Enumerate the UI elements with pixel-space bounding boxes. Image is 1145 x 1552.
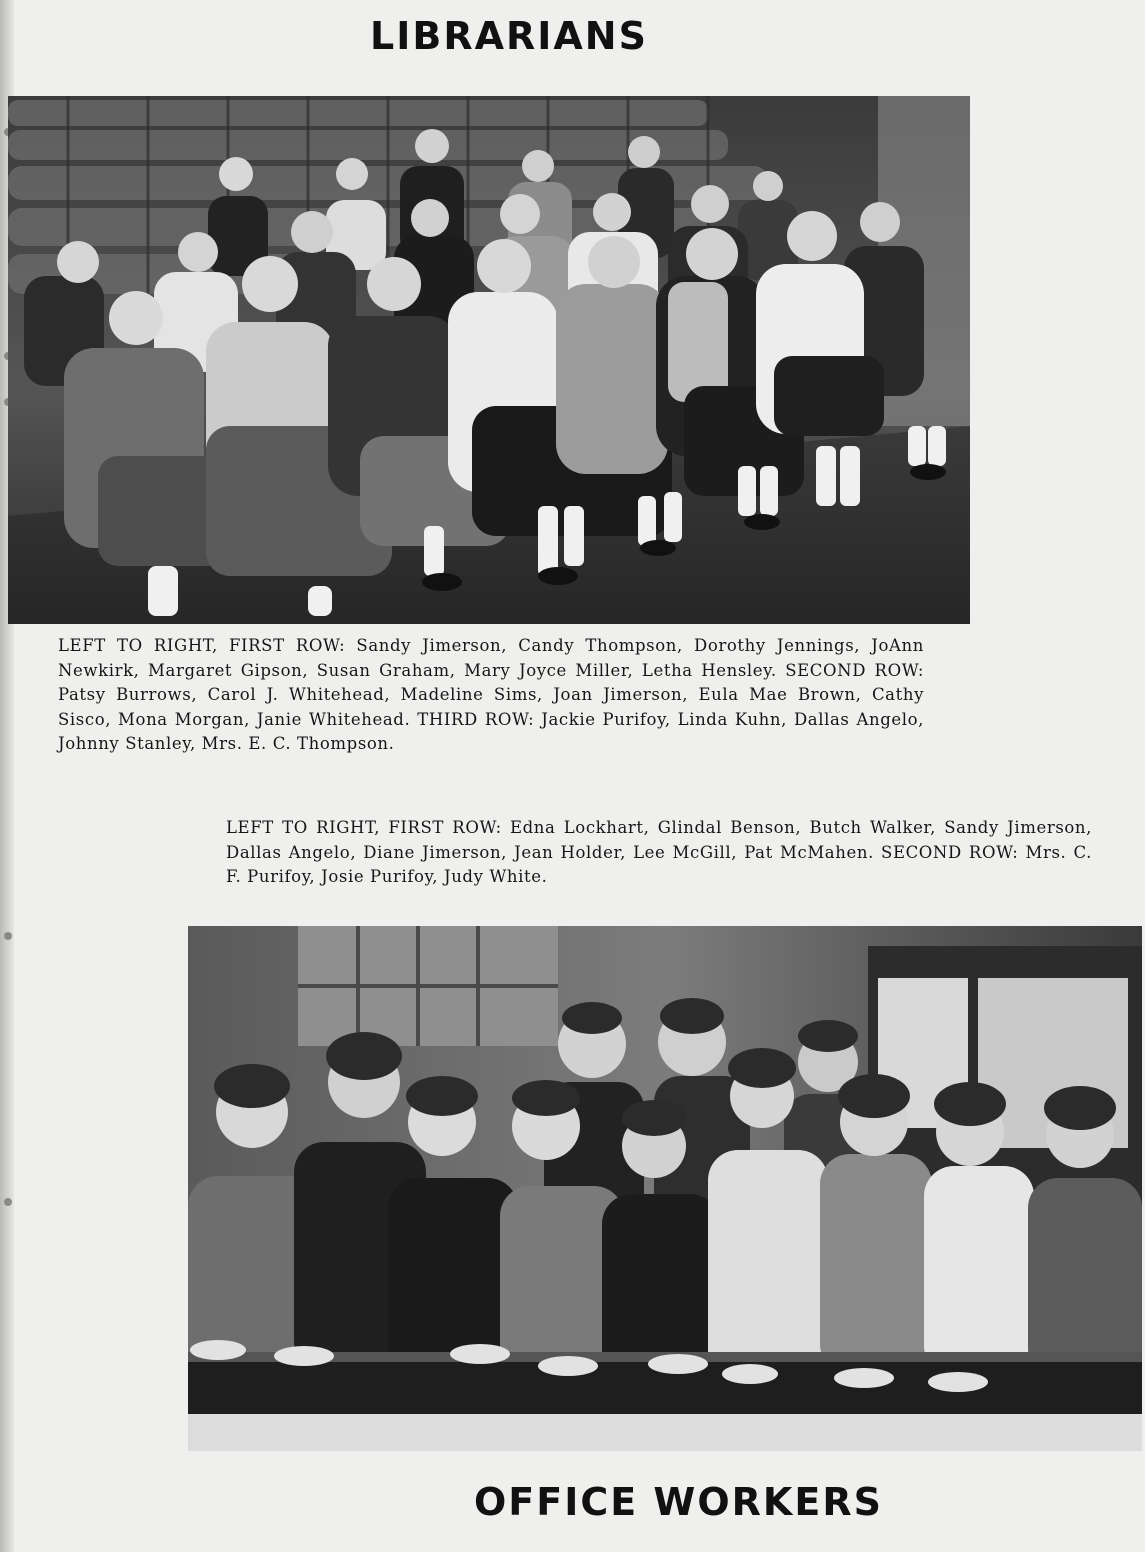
librarians-caption: LEFT TO RIGHT, FIRST ROW: Sandy Jimerson, Candy Thompson, Dorothy Jennings, JoAnn Newkirk, Margaret Gipson, Susan Graham, Mary Joyce Miller, Letha Hensley. SECOND ROW: Patsy Burrows, Carol J. Whitehead, Madeline Sims, Joan Jimerson, Eula Mae Brown, Cathy Sisco, Mona Morgan, Janie Whitehead. THIRD ROW: Jackie Purifoy, Linda Kuhn, Dallas Angelo, Johnny Stanley, Mrs. E. C. Thompson. [58, 636, 924, 753]
office-workers-caption: LEFT TO RIGHT, FIRST ROW: Edna Lockhart, Glindal Benson, Butch Walker, Sandy Jimerson, Dallas Angelo, Diane Jimerson, Jean Holder, Lee McGill, Pat McMahen. SECOND ROW: Mrs. C. F. Purifoy, Josie Purifoy, Judy White. [226, 818, 1092, 886]
librarians-heading: LIBRARIANS [370, 14, 648, 58]
librarians-photo [8, 96, 970, 624]
office-workers-photo [188, 926, 1142, 1451]
office-workers-heading: OFFICE WORKERS [474, 1480, 883, 1524]
binding-hole [4, 932, 12, 940]
binding-hole [4, 1198, 12, 1206]
